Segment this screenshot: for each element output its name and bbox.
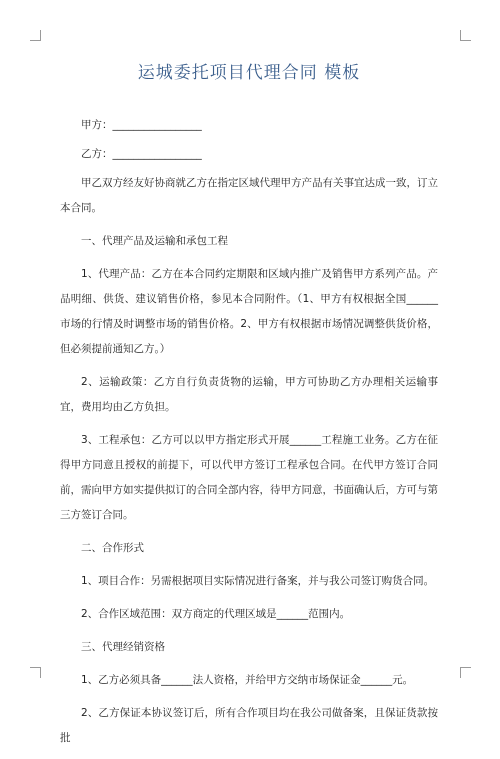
clause-1-1: 1、代理产品：乙方在本合同约定期限和区域内推广及销售甲方系列产品。产品明细、供货、建议销售价格，参见本合同附件。（1、甲方有权根据全国______市场的行情及时调整市场的销售价格。2、甲方有权根据市场情况调整供货价格，但必须提前通知乙方。） xyxy=(60,268,438,355)
crop-mark-top-left xyxy=(30,30,41,41)
crop-mark-bottom-left xyxy=(30,667,41,678)
section-heading-3: 三、代理经销资格 xyxy=(81,641,165,653)
party-a-line: 甲方：_________________ xyxy=(81,119,202,131)
clause-2-1: 1、项目合作：另需根据项目实际情况进行备案，并与我公司签订购货合同。 xyxy=(81,575,435,587)
document-title: 运城委托项目代理合同 模板 xyxy=(137,63,361,83)
clause-1-3: 3、工程承包：乙方可以以甲方指定形式开展______工程施工业务。乙方在征得甲方同意且授权的前提下，可以代甲方签订工程承包合同。在代甲方签订合同前，需向甲方如实提供拟订的合同全部内容，待甲方同意，书面确认后，方可与第三方签订合同。 xyxy=(60,434,438,521)
crop-mark-bottom-right xyxy=(460,667,471,678)
clause-3-1: 1、乙方必须具备______法人资格，并给甲方交纳市场保证金______元。 xyxy=(81,674,414,686)
section-heading-1: 一、代理产品及运输和承包工程 xyxy=(81,235,228,247)
clause-1-2: 2、运输政策：乙方自行负责货物的运输，甲方可协助乙方办理相关运输事宜，费用均由乙方负担。 xyxy=(60,376,438,413)
clause-2-2: 2、合作区域范围：双方商定的代理区域是______范围内。 xyxy=(81,608,351,620)
section-heading-2: 二、合作形式 xyxy=(81,542,144,554)
crop-mark-top-right xyxy=(460,30,471,41)
intro-paragraph: 甲乙双方经友好协商就乙方在指定区域代理甲方产品有关事宜达成一致，订立本合同。 xyxy=(60,177,438,214)
party-b-line: 乙方：_________________ xyxy=(81,148,202,160)
document-page xyxy=(60,58,438,759)
clause-3-2: 2、乙方保证本协议签订后，所有合作项目均在我公司做备案，且保证货款按批 xyxy=(60,707,438,744)
